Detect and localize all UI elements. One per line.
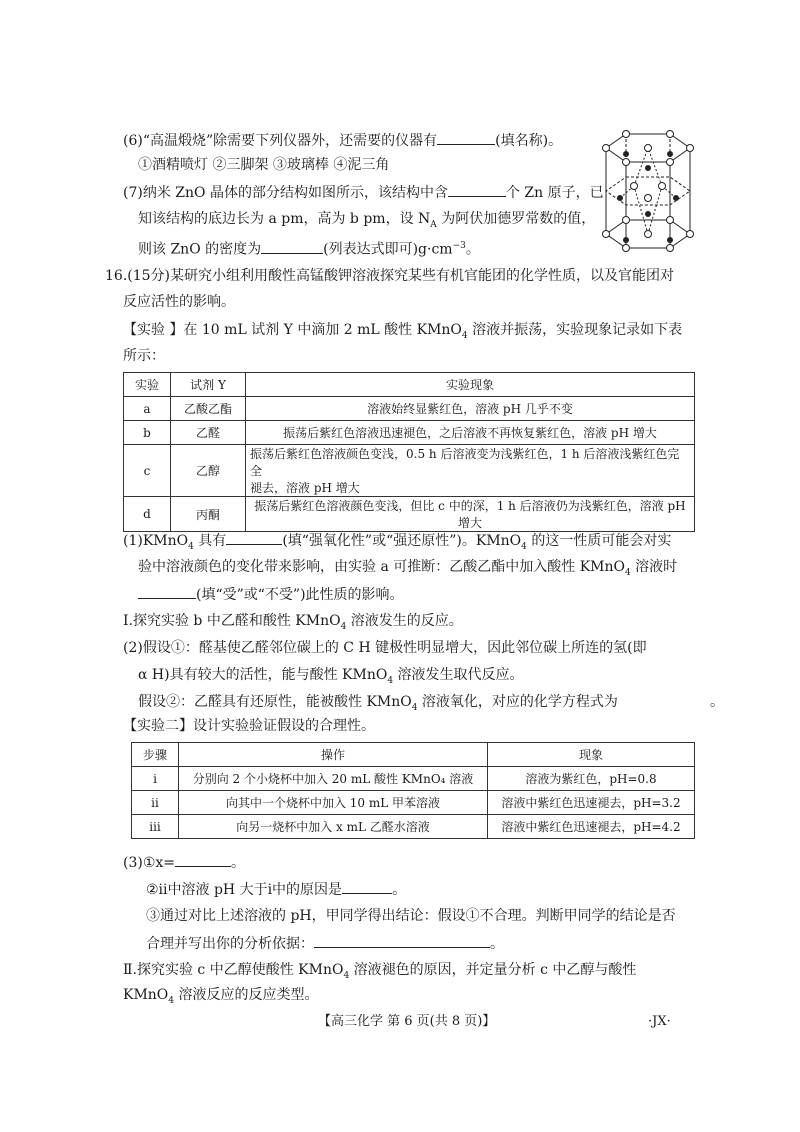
table-header-row: 步骤 操作 现象 xyxy=(132,743,695,767)
table-header-row: 实验 试剂 Y 实验现象 xyxy=(124,373,695,397)
q15-part6-options: ①酒精喷灯 ②三脚架 ③玻璃棒 ④泥三角 xyxy=(138,157,390,173)
table-row: b 乙醛 振荡后紫红色溶液迅速褪色，之后溶液不再恢复紫红色，溶液 pH 增大 xyxy=(124,421,695,445)
table-row: a 乙酸乙酯 溶液始终显紫红色，溶液 pH 几乎不变 xyxy=(124,397,695,421)
q16-experiment2-heading: 【实验二】设计实验验证假设的合理性。 xyxy=(123,718,375,734)
answer-blank[interactable] xyxy=(314,933,490,948)
q16-experiment1-heading-cont: 所示： xyxy=(123,348,165,364)
q16-part2-line1: (2)假设①：醛基使乙醛邻位碳上的 C H 键极性明显增大，因此邻位碳上所连的氢(即 xyxy=(123,640,647,656)
table-row: ⅱ 向其中一个烧杯中加入 10 mL 甲苯溶液 溶液中紫红色迅速褪去，pH=3.2 xyxy=(132,791,695,815)
table-row: ⅲ 向另一烧杯中加入 x mL 乙醛水溶液 溶液中紫红色迅速褪去，pH=4.2 xyxy=(132,815,695,839)
q16-part1-line1: (1)KMnO$_4$ 具有 (填“强氧化性”或“强还原性”)。KMnO$_4$ 的这一性质可能会对实 xyxy=(123,530,671,557)
q15-part7-line2: 知该结构的底边长为 a pm，高为 b pm，设 $N_A$ 为阿伏加德罗常数的值， xyxy=(138,211,596,230)
q16-intro-line1: 16.(15分)某研究小组利用酸性高锰酸钾溶液探究某些有机官能团的化学性质，以及官能团对 xyxy=(105,268,675,284)
zno-crystal-structure-figure xyxy=(598,128,698,254)
answer-blank[interactable] xyxy=(226,530,282,545)
table-row: d 丙酮 振荡后紫红色溶液颜色变浅，但比 c 中的深，1 h 后溶液仍为浅紫红色，溶液 pH 增大 xyxy=(124,497,695,532)
answer-blank[interactable] xyxy=(261,239,323,254)
answer-blank[interactable] xyxy=(138,584,196,599)
experiment2-table xyxy=(131,742,695,839)
section-i-heading: Ⅰ.探究实验 b 中乙醛和酸性 KMnO$_4$ 溶液发生的反应。 xyxy=(123,613,463,632)
q16-part2-line2: α H)具有较大的活性，能与酸性 KMnO$_4$ 溶液发生取代反应。 xyxy=(138,667,524,686)
q16-part1-line2: 验中溶液颜色的变化带来影响，由实验 a 可推断：乙酸乙酯中加入酸性 KMnO$_4$ 溶液时 xyxy=(138,559,678,578)
q16-intro-line2: 反应活性的影响。 xyxy=(123,294,235,310)
q16-part1-line3: (填“受”或“不受”)此性质的影响。 xyxy=(138,584,404,605)
table-row: ⅰ 分别向 2 个小烧杯中加入 20 mL 酸性 KMnO₄ 溶液 溶液为紫红色，pH=0.8 xyxy=(132,767,695,791)
answer-blank[interactable] xyxy=(437,130,495,145)
page-footer-code: ·JX· xyxy=(648,1014,671,1029)
q16-part3-line2: ②ⅱ中溶液 pH 大于ⅰ中的原因是 。 xyxy=(146,879,406,900)
q16-part3-line1: (3)①x= 。 xyxy=(123,852,245,873)
section-ii-heading-line2: KMnO$_4$ 溶液反应的反应类型。 xyxy=(123,987,319,1006)
q15-part6-line1: (6)“高温煅烧”除需要下列仪器外，还需要的仪器有 (填名称)。 xyxy=(123,130,562,151)
page-footer-info: 【高三化学 第 6 页(共 8 页)】 xyxy=(318,1014,496,1029)
q16-experiment1-heading: 【实验 】在 10 mL 试剂 Y 中滴加 2 mL 酸性 KMnO$_4$ 溶液并振荡，实验现象记录如下表 xyxy=(123,322,683,341)
answer-blank[interactable] xyxy=(448,182,506,197)
experiment1-table xyxy=(123,372,695,532)
answer-blank[interactable] xyxy=(342,879,392,894)
observation-cell: 振荡后紫红色溶液颜色变浅，0.5 h 后溶液变为浅紫红色，1 h 后溶液浅紫红色完全 褪去，溶液 pH 增大 xyxy=(246,445,695,497)
q16-part3-line3: ③通过对比上述溶液的 pH，甲同学得出结论：假设①不合理。判断甲同学的结论是否 xyxy=(146,908,676,924)
table-row: c 乙醇 振荡后紫红色溶液颜色变浅，0.5 h 后溶液变为浅紫红色，1 h 后溶液浅紫红色完全 褪去，溶液 pH 增大 xyxy=(124,445,695,497)
q16-part3-line4: 合理并写出你的分析依据： 。 xyxy=(146,933,504,954)
q15-part7-line3: 则该 ZnO 的密度为 (列表达式即可)$g\cdot cm^{-3}$。 xyxy=(138,236,480,260)
q16-part2-line3: 假设②：乙醛具有还原性，能被酸性 KMnO$_4$ 溶液氧化，对应的化学方程式为 。 xyxy=(138,694,724,713)
q15-part7-line1: (7)纳米 ZnO 晶体的部分结构如图所示，该结构中含 个 Zn 原子，已 xyxy=(123,182,604,203)
section-ii-heading-line1: Ⅱ.探究实验 c 中乙醇使酸性 KMnO$_4$ 溶液褪色的原因，并定量分析 c 中乙醇与酸性 xyxy=(123,962,637,981)
answer-blank[interactable] xyxy=(175,852,231,867)
